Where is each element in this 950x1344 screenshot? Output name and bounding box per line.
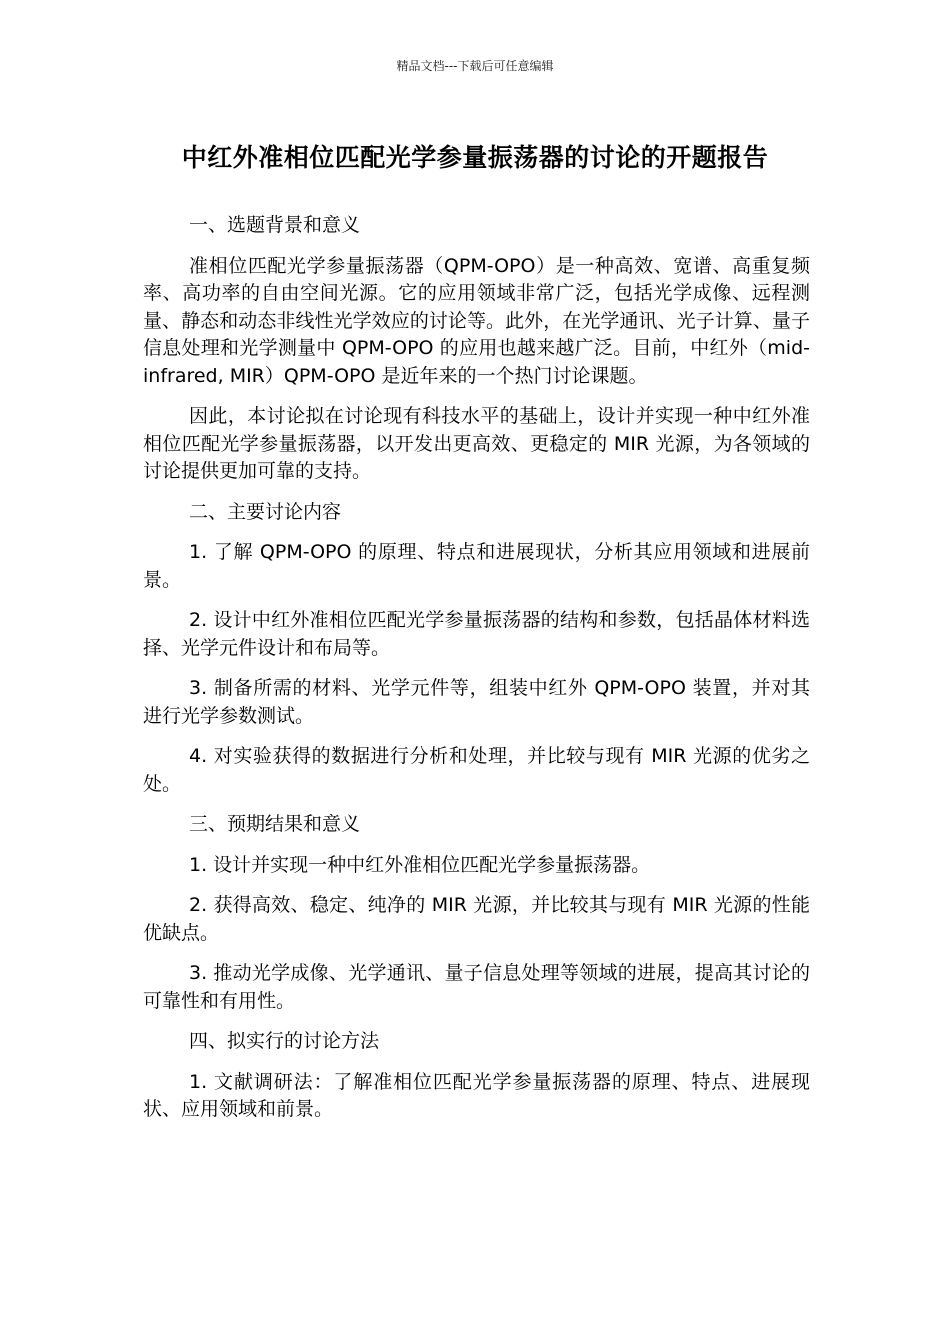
list-item-content-2: 2. 设计中红外准相位匹配光学参量振荡器的结构和参数，包括晶体材料选择、光学元件设计和布局等。: [143, 609, 810, 659]
paragraph-background: 准相位匹配光学参量振荡器（QPM-OPO）是一种高效、宽谱、高重复频率、高功率的自由空间光源。它的应用领域非常广泛，包括光学成像、远程测量、静态和动态非线性光学效应的讨论等。此外，在光学通讯、光子计算、量子信息处理和光学测量中 QPM-OPO 的应用也越来越广泛。目前，中红外（mid-infrared, MIR）QPM-OPO 是近年来的一个热门讨论课题。: [143, 254, 810, 387]
list-item-content-4: 4. 对实验获得的数据进行分析和处理，并比较与现有 MIR 光源的优劣之处。: [143, 745, 810, 795]
list-item-content-1: 1. 了解 QPM-OPO 的原理、特点和进展现状，分析其应用领域和进展前景。: [143, 541, 810, 591]
list-item-results-3: 3. 推动光学成像、光学通讯、量子信息处理等领域的进展，提高其讨论的可靠性和有用性。: [143, 962, 810, 1012]
header-note: 精品文档---下载后可任意编辑: [396, 59, 554, 73]
list-item-results-2: 2. 获得高效、稳定、纯净的 MIR 光源，并比较其与现有 MIR 光源的性能优缺点。: [143, 894, 810, 944]
list-item-results-1: 1. 设计并实现一种中红外准相位匹配光学参量振荡器。: [189, 853, 651, 876]
list-item-methods-1: 1. 文献调研法：了解准相位匹配光学参量振荡器的原理、特点、进展现状、应用领域和前景。: [143, 1070, 810, 1120]
document-body: [143, 212, 810, 1137]
list-item-content-3: 3. 制备所需的材料、光学元件等，组装中红外 QPM-OPO 装置，并对其进行光学参数测试。: [143, 677, 810, 727]
paragraph-goal: 因此，本讨论拟在讨论现有科技水平的基础上，设计并实现一种中红外准相位匹配光学参量振荡器，以开发出更高效、更稳定的 MIR 光源，为各领域的讨论提供更加可靠的支持。: [143, 405, 810, 482]
section-heading-methods: 四、拟实行的讨论方法: [189, 1030, 380, 1052]
section-heading-content: 二、主要讨论内容: [189, 500, 342, 523]
section-heading-background: 一、选题背景和意义: [189, 214, 361, 236]
document-title: 中红外准相位匹配光学参量振荡器的讨论的开题报告: [181, 143, 769, 172]
section-heading-results: 三、预期结果和意义: [189, 813, 361, 835]
